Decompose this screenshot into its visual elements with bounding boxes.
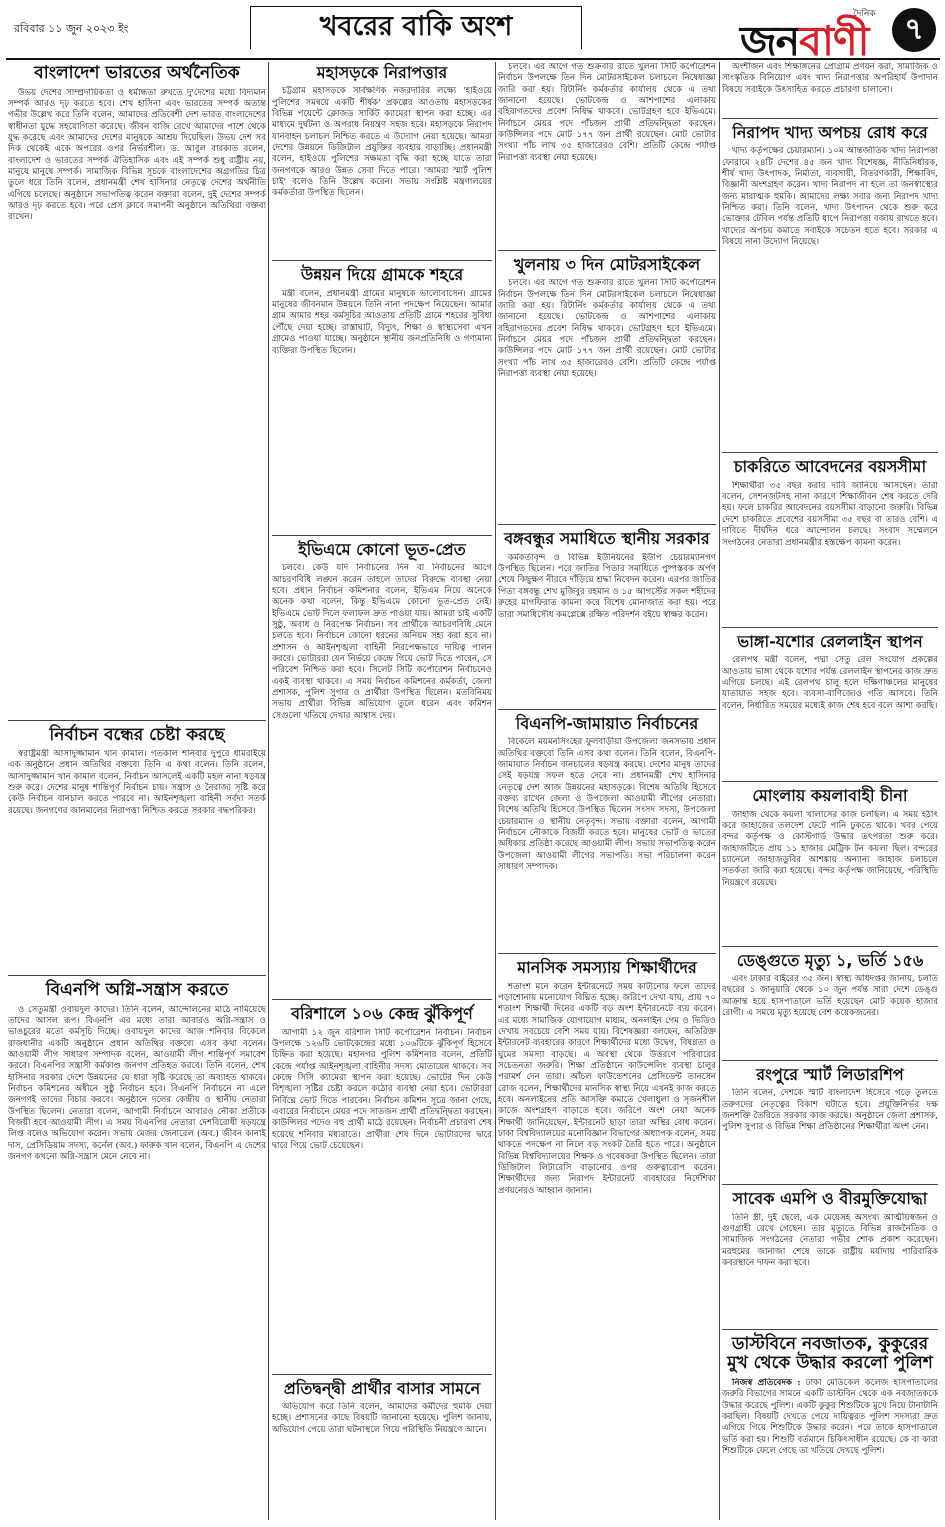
article-students-mental-health[interactable] [498, 959, 716, 1521]
article-headline[interactable]: প্রতিদ্বন্দ্বী প্রার্থীর বাসার সামনে [283, 1378, 481, 1398]
article-divider [722, 781, 938, 782]
article-khulna-motorcycle-cont [498, 62, 716, 244]
article-body: জাহাজ থেকে কয়লা খালাসের কাজ চলছিল। এ সময় হঠাৎ করে জাহাজের তলদেশ ফেটে পানি ঢুকতে থাকে। খবর পেয়ে বন্দর কর্তৃপক্ষ ও কোস্টগার্ড উদ্ধার তৎপরতা শুরু করে। জাহাজটিতে প্রায় ১১ হাজার মেট্রিক টন কয়লা ছিল। বন্দরের চ্যানেলে জাহাজডুবির আশঙ্কায় অন্যান্য জাহাজ চলাচলে সতর্কতা জারি করা হয়েছে। বন্দর কর্তৃপক্ষ জানিয়েছে, পরিস্থিতি নিয়ন্ত্রণে রয়েছে। [722, 809, 938, 888]
section-title: খবরের বাকি অংশ [250, 6, 582, 49]
article-divider [722, 1060, 938, 1061]
article-divider [722, 1184, 938, 1185]
column-4 [722, 62, 938, 1522]
article-headline[interactable]: বঙ্গবন্ধুর সমাধিতে স্থানীয় সরকার [504, 529, 710, 549]
article-headline[interactable]: ডাস্টবিনে নবজাতক, কুকুরের মুখ থেকে উদ্ধার করলো পুলিশ [727, 1333, 933, 1374]
article-body: কর্মকর্তাবৃন্দ ও বিভিন্ন ইউনিয়নের ইউপি চেয়ারম্যানগণ উপস্থিত ছিলেন। পরে জাতির পিতার সমাধিতে পুষ্পস্তবক অর্পণ শেষে কিছুক্ষণ নীরবে দাঁড়িয়ে শ্রদ্ধা নিবেদন করেন। এরপর জাতির পিতা বঙ্গবন্ধু শেখ মুজিবুর রহমান ও ১৫ আগস্টের সকল শহীদের রুহের মাগফিরাত কামনা করে বিশেষ মোনাজাত করা হয়। পরে তারা সমাধিসৌধ কমপ্লেক্সে রক্ষিত পরিদর্শন বইয়ে স্বাক্ষর করেন। [498, 552, 716, 620]
article-bangabandhu-local-govt[interactable] [498, 530, 716, 702]
article-election-obstruction[interactable] [8, 726, 266, 970]
article-highway-security[interactable] [272, 64, 492, 254]
article-body: মন্ত্রী বলেন, প্রধানমন্ত্রী গ্রামের মানুষকে ভালোবাসেন। গ্রামের মানুষের জীবনমান উন্নয়নে তিনি নানা পদক্ষেপ নিয়েছেন। আমার গ্রাম আমার শহর কর্মসূচির আওতায় প্রতিটি গ্রামে শহরের সুবিধা পৌঁছে দেয়া হচ্ছে। রাস্তাঘাট, বিদ্যুৎ, শিক্ষা ও স্বাস্থ্যসেবা এখন গ্রামেও পাওয়া যাচ্ছে। অনুষ্ঠানে স্থানীয় জনপ্রতিনিধি ও গণ্যমান্য ব্যক্তিরা উপস্থিত ছিলেন। [272, 288, 492, 356]
article-bnp-jamaat-election[interactable] [498, 715, 716, 947]
article-headline[interactable]: ইভিএমে কোনো ভূত-প্রেত [298, 539, 466, 559]
article-headline[interactable]: মোংলায় কয়লাবাহী চীনা [752, 786, 908, 806]
masthead-divider [6, 58, 940, 60]
article-divider [722, 946, 938, 947]
article-khulna-motorcycle[interactable] [498, 256, 716, 518]
article-body: চলবে। কেউ যদি নির্বাচনের দিন বা নির্বাচনের আগে আচরণবিধি লঙ্ঘন করেন তাহলে তাদের বিরুদ্ধে ব্যবস্থা নেয়া হবে। প্রধান নির্বাচন কমিশনার বলেন, ইভিএম নিয়ে অনেকে অনেক কথা বলেন, কিন্তু ইভিএমে কোনো ভূত-প্রেত নেই। ইভিএমে ভোট দিলে ফলাফল দ্রুত পাওয়া যায়। আমরা চাই একটি সুষ্ঠু, অবাধ ও নিরপেক্ষ নির্বাচন। সব প্রার্থীকে আচরণবিধি মেনে চলতে হবে। নির্বাচনে কোনো ধরনের অনিয়ম সহ্য করা হবে না। প্রশাসন ও আইনশৃঙ্খলা বাহিনী নিরপেক্ষভাবে দায়িত্ব পালন করবে। ভোটাররা যেন নির্ভয়ে কেন্দ্রে গিয়ে ভোট দিতে পারেন, সে পরিবেশ নিশ্চিত করা হবে। সিলেট সিটি কর্পোরেশন নির্বাচনেও একই ব্যবস্থা থাকবে। এ সময় নির্বাচন কমিশনের কর্মকর্তা, জেলা প্রশাসক, পুলিশ সুপার ও প্রার্থীরা উপস্থিত ছিলেন। মতবিনিময় সভায় প্রার্থীরা বিভিন্ন অভিযোগ তুলে ধরেন এবং কমিশন সেগুলো খতিয়ে দেখার আশ্বাস দেয়। [272, 563, 492, 721]
article-headline[interactable]: নির্বাচন বন্ধের চেষ্টা করছে [49, 724, 225, 745]
article-food-security-intro [722, 62, 938, 112]
article-headline[interactable]: উন্নয়ন দিয়ে গ্রামকে শহরে [300, 265, 464, 285]
article-bhanga-jashore-rail[interactable] [722, 633, 938, 775]
article-headline[interactable]: ডেঙ্গুতে মৃত্যু ১, ভর্তি ১৫৬ [736, 950, 924, 970]
article-body: রেলপথ মন্ত্রী বলেন, পদ্মা সেতু রেল সংযোগ প্রকল্পের আওতায় ভাঙ্গা থেকে যশোর পর্যন্ত রেললাইন স্থাপনের কাজ দ্রুত এগিয়ে চলছে। এই রেলপথ চালু হলে দক্ষিণাঞ্চলের মানুষের যাতায়াত সহজ হবে। ব্যবসা-বাণিজ্যেও গতি আসবে। তিনি বলেন, নির্ধারিত সময়ের মধ্যেই কাজ শেষ হবে বলে আশা করছি। [722, 655, 938, 711]
column-2 [272, 62, 492, 1522]
column-1 [8, 62, 266, 1522]
article-body: শতাংশ মনে করেন ইন্টারনেটে সময় কাটানোর ফলে তাদের পড়াশোনায় মনোযোগ বিঘ্নিত হচ্ছে। জরিপে দেখা যায়, প্রায় ৭০ শতাংশ শিক্ষার্থী দিনের একটি বড় অংশ ইন্টারনেটে ব্যয় করেন। এর মধ্যে সামাজিক যোগাযোগ মাধ্যম, অনলাইন গেম ও ভিডিও দেখায় সবচেয়ে বেশি সময় যায়। বিশেষজ্ঞরা বলছেন, অতিরিক্ত ইন্টারনেট ব্যবহারের কারণে শিক্ষার্থীদের মধ্যে উদ্বেগ, বিষণ্ণতা ও ঘুমের সমস্যা বাড়ছে। এ অবস্থা থেকে উত্তরণে পরিবারের সচেতনতা জরুরি। শিক্ষা প্রতিষ্ঠানে কাউন্সেলিং ব্যবস্থা চালুর পরামর্শ দেন তারা। আঁচল ফাউন্ডেশনের প্রেসিডেন্ট তানসেন রোজ বলেন, শিক্ষার্থীদের মানসিক স্বাস্থ্য নিয়ে এখনই কাজ করতে হবে। অনলাইনের প্রতি আসক্তি কমাতে খেলাধুলা ও সৃজনশীল কাজে অংশগ্রহণ বাড়াতে হবে। জরিপে অংশ নেয়া অনেক শিক্ষার্থী জানিয়েছেন, ইন্টারনেট ছাড়া তারা অস্থির বোধ করেন। ঢাকা বিশ্ববিদ্যালয়ের মনোবিজ্ঞান বিভাগের অধ্যাপক বলেন, সময় থাকতে পদক্ষেপ না নিলে বড় সংকট তৈরি হতে পারে। অনুষ্ঠানে বিভিন্ন বিশ্ববিদ্যালয়ের শিক্ষক ও গবেষকরা উপস্থিত ছিলেন। তারা ডিজিটাল লিটারেসি বাড়ানোর ওপর গুরুত্বারোপ করেন। শিক্ষার্থীদের জন্য নিরাপদ ইন্টারনেট ব্যবহারের নির্দেশিকা প্রণয়নেরও আহ্বান জানান। [498, 981, 716, 1196]
article-divider [498, 250, 716, 251]
article-divider [498, 953, 716, 954]
article-divider [8, 975, 266, 976]
newspaper-logo[interactable] [740, 4, 940, 65]
article-headline[interactable]: বাংলাদেশ ভারতের অর্থনৈতিক [34, 63, 240, 83]
article-divider [722, 118, 938, 119]
article-bnp-arson[interactable] [8, 981, 266, 1522]
article-body [722, 1378, 938, 1522]
article-headline[interactable]: নিরাপদ খাদ্য অপচয় রোধ করে [732, 123, 928, 142]
column-3 [498, 62, 716, 1522]
article-body: উভয় দেশের সাম্প্রদায়িকতা ও ধর্মান্ধতা রুখতে দু'দেশের মধ্যে বিদ্যমান সম্পর্ক আরও দৃঢ় করতে হবে। শেখ হাসিনা এবং ভারতের সম্পর্ক অত্যন্ত গভীর উল্লেখ করে তিনি বলেন, আমাদের প্রতিবেশী দেশ ভারত বাংলাদেশের স্বাধীনতা যুদ্ধে সহযোগিতা করেছে। জীবন বাজি রেখে আমাদের পাশে থেকে যুদ্ধ করেছে এবং আমাদের দেশের মানুষকে আশ্রয় দিয়েছিল। উভয় দেশ সব দিক থেকেই একে অপরের ওপর নির্ভরশীল। ড. আবুল বারকাত বলেন, বাংলাদেশ ও ভারতের সম্পর্ক ঐতিহাসিক এবং এই সম্পর্ক শুধু রাষ্ট্রীয় নয়, মানুষে মানুষে সম্পর্ক। সামাজিক বিভিন্ন সূচকে বাংলাদেশের অগ্রগতির চিত্র তুলে ধরে তিনি বলেন, প্রধানমন্ত্রী শেখ হাসিনার নেতৃত্বে দেশের অর্থনীতি এগিয়ে চলেছে। অনুষ্ঠানে সভাপতিত্ব করেন বক্তারা বলেন, দুই দেশের সম্পর্ক আরও দৃঢ় করতে হবে। পরে প্রেস ক্লাবে সমাপনী অনুষ্ঠানে অতিথিরা বক্তব্য রাখেন। [8, 87, 266, 223]
article-body: স্বরাষ্ট্রমন্ত্রী আসাদুজ্জামান খান কামাল। গতকাল শনিবার দুপুরে ধামরাইয়ে এক অনুষ্ঠানে প্রধান অতিথির বক্তব্যে তিনি এ কথা বলেন। তিনি বলেন, আসাদুজ্জামান খান কামাল বলেন, নির্বাচন আসলেই একটি মহল নানা ষড়যন্ত্র শুরু করে। দেশের মানুষ শান্তিপূর্ণ নির্বাচন চায়। সন্ত্রাস ও নৈরাজ্য সৃষ্টি করে কেউ নির্বাচন বানচাল করতে পারবে না। আইনশৃঙ্খলা বাহিনী সর্বদা সতর্ক রয়েছে। জনগণের জানমালের নিরাপত্তা নিশ্চিত করতে সরকার বদ্ধপরিকর। [8, 749, 266, 816]
article-headline[interactable]: সাবেক এমপি ও বীরমুক্তিযোদ্ধা [732, 1189, 928, 1209]
logo-part-2: বাণী [799, 17, 869, 65]
article-divider [498, 524, 716, 525]
article-divider [8, 720, 266, 721]
article-body: এবং ঢাকার বাইরের ৩৫ জন। স্বাস্থ্য অধিদপ্তর জানায়, চলতি বছরের ১ জানুয়ারি থেকে ১০ জুন পর্যন্ত সারা দেশে ডেঙ্গু আক্রান্ত হয়ে হাসপাতালে ভর্তি হয়েছেন মোট কয়েক হাজার রোগী। এ সময়ে মৃত্যু হয়েছে বেশ কয়েকজনের। [722, 973, 938, 1018]
article-barishal-centers[interactable] [272, 1005, 492, 1367]
article-divider [272, 1374, 492, 1375]
article-divider [498, 709, 716, 710]
article-body: তিনি স্ত্রী, দুই ছেলে, এক মেয়েসহ অসংখ্য আত্মীয়স্বজন ও গুণগ্রাহী রেখে গেছেন। তার মৃত্যুতে বিভিন্ন রাজনৈতিক ও সামাজিক সংগঠনের নেতারা গভীর শোক প্রকাশ করেছেন। মরহুমের জানাজা শেষে তাকে রাষ্ট্রীয় মর্যাদায় পারিবারিক কবরস্থানে দাফন করা হবে। [722, 1212, 938, 1269]
article-no-ghost-evm[interactable] [272, 541, 492, 993]
article-mongla-coal-ship[interactable] [722, 787, 938, 939]
article-dustbin-newborn[interactable] [722, 1335, 938, 1522]
article-divider [272, 999, 492, 1000]
logo-small-text: দৈনিক [853, 9, 876, 19]
article-rangpur-smart-leadership[interactable] [722, 1066, 938, 1178]
article-headline[interactable]: চাকরিতে আবেদনের বয়সসীমা [733, 457, 927, 477]
article-text: ঢাকা মেডিকেল কলেজ হাসপাতালের জরুরি বিভাগের সামনে একটি ডাস্টবিন থেকে এক নবজাতককে উদ্ধার করেছে পুলিশ। একটি কুকুর শিশুটিকে মুখে নিয়ে টানাটানি করছিল। বিষয়টি দেখতে পেয়ে দায়িত্বরত পুলিশ সদস্যরা দ্রুত এগিয়ে গিয়ে শিশুটিকে উদ্ধার করেন। পরে তাকে হাসপাতালে ভর্তি করা হয়। শিশুটি বর্তমানে চিকিৎসাধীন রয়েছে। কে বা কারা শিশুটিকে ফেলে গেছে তা খতিয়ে দেখছে পুলিশ। [722, 1377, 938, 1456]
article-headline[interactable]: বিএনপি অগ্নি-সন্ত্রাস করতে [45, 980, 229, 1001]
article-body: ও সেতুমন্ত্রী ওবায়দুল কাদের। তিনি বলেন, আন্দোলনের মাঠে নামিয়েছে তাদের আসল রূপ। বিএনপি এর মধ্যে তারা আবারও অগ্নি-সন্ত্রাস ও ভাঙচুরের মতো কর্মসূচি দিচ্ছে। ওবায়দুল কাদের আজ শনিবার বিকেলে রাজধানীর একটি অনুষ্ঠানে প্রধান অতিথির বক্তব্যে এসব কথা বলেন। আওয়ামী লীগ সাধারণ সম্পাদক বলেন, আওয়ামী লীগ শান্তিপূর্ণ সমাবেশ করবে। বিএনপির সন্ত্রাসী কর্মকাণ্ড জনগণ প্রতিহত করবে। তিনি বলেন, শেখ হাসিনার সরকার দেশে উন্নয়নের যে ধারা সৃষ্টি করেছে তা অব্যাহত থাকবে। নির্বাচন কমিশনের অধীনে সুষ্ঠু নির্বাচন হবে। বিএনপি নির্বাচনে না এলে জনগণই তাদের বিচার করবে। অনুষ্ঠানে দলের কেন্দ্রীয় ও স্থানীয় নেতারা উপস্থিত ছিলেন। নেতারা বলেন, আগামী নির্বাচনে আবারও নৌকা প্রতীকে বিজয়ী হবে আওয়ামী লীগ। এ সময় বিএনপির নেতারা দেশবিরোধী ষড়যন্ত্রে লিপ্ত বলেও অভিযোগ করেন। সভায় মেজর জেনারেল (অব.) জীবন কানাই দাস, প্রেসিডিয়াম সদস্য, কর্নেল (অব.) ফারুক খান বলেন, বিএনপি এ দেশের জনগণ কখনো অগ্নি-সন্ত্রাস মেনে নেবে না। [8, 1004, 266, 1163]
article-headline[interactable]: ভাঙ্গা-যশোর রেললাইন স্থাপন [737, 631, 923, 651]
article-divider [722, 1329, 938, 1330]
article-headline[interactable]: রংপুরে স্মার্ট লিডারশিপ [756, 1064, 904, 1084]
article-body: শিক্ষার্থীরা ৩৫ বছর করার দাবি জানিয়ে আসছেন। তারা বলেন, সেশনজটসহ নানা কারণে শিক্ষাজীবন শেষ করতে দেরি হয়। ফলে চাকরির আবেদনের বয়সসীমা বাড়ানো জরুরি। বিভিন্ন দেশে চাকরিতে প্রবেশের বয়সসীমা ৩৫ বছর বা তারও বেশি। এ দাবিতে দীর্ঘদিন ধরে আন্দোলন চলছে। সংবাদ সম্মেলনে সংগঠনের নেতারা প্রধানমন্ত্রীর হস্তক্ষেপ কামনা করেন। [722, 480, 938, 548]
article-lead: নিজস্ব প্রতিবেদক : [732, 1377, 801, 1388]
column-divider [719, 62, 720, 1520]
article-safe-food-waste[interactable] [722, 124, 938, 446]
column-divider [268, 62, 269, 1520]
article-dengue[interactable] [722, 952, 938, 1054]
article-headline[interactable]: মানসিক সমস্যায় শিক্ষার্থীদের [517, 958, 697, 978]
article-headline[interactable]: মহাসড়কে নিরাপত্তার [316, 63, 448, 82]
article-divider [272, 535, 492, 536]
logo-part-1: জন [740, 17, 800, 65]
article-bangladesh-india-economy[interactable] [8, 64, 266, 714]
article-body: খাদ্য কর্তৃপক্ষের চেয়ারম্যান। ১০ম আন্তর্জাতিক খাদ্য নিরাপত্তা ফোরামে ২৪টি দেশের ৪৫ জন খাদ্য বিশেষজ্ঞ, নীতিনির্ধারক, শীর্ষ খাদ্য উৎপাদক, নির্মাতা, ব্যবসায়ী, বিতরণকারী, শিক্ষাবিদ, বিজ্ঞানী অংশগ্রহণ করেন। খাদ্য নিরাপদ না হলে তা জনস্বাস্থ্যের জন্য মারাত্মক হুমকি। আমাদের লক্ষ্য সবার জন্য নিরাপদ খাদ্য নিশ্চিত করা। তিনি বলেন, খাদ্য উৎপাদন থেকে শুরু করে ভোক্তার টেবিল পর্যন্ত প্রতিটি ধাপে নিরাপত্তা বজায় রাখতে হবে। খাদ্যের অপচয় কমাতে সবাইকে সচেতন হতে হবে। সরকার এ বিষয়ে নানা উদ্যোগ নিয়েছে। [722, 146, 938, 248]
article-body: তিনি বলেন, দেশকে স্মার্ট বাংলাদেশ হিসেবে গড়ে তুলতে তরুণদের নেতৃত্বের বিকাশ ঘটাতে হবে। প্রযুক্তিনির্ভর দক্ষ জনশক্তি তৈরিতে সরকার কাজ করছে। অনুষ্ঠানে জেলা প্রশাসক, পুলিশ সুপার ও বিভিন্ন শিক্ষা প্রতিষ্ঠানের শিক্ষার্থীরা অংশ নেন। [722, 1088, 938, 1133]
article-body: আগামী ১২ জুন বরিশাল সিটি কর্পোরেশন নির্বাচন। নির্বাচন উপলক্ষে ১২৬টি ভোটকেন্দ্রের মধ্যে ১০৬টিকে ঝুঁকিপূর্ণ হিসেবে চিহ্নিত করা হয়েছে। মহানগর পুলিশ কমিশনার বলেন, প্রতিটি কেন্দ্রে পর্যাপ্ত আইনশৃঙ্খলা বাহিনীর সদস্য মোতায়েন থাকবে। সব কেন্দ্রে সিসি ক্যামেরা স্থাপন করা হয়েছে। ভোটের দিন কেউ বিশৃঙ্খলা সৃষ্টির চেষ্টা করলে কঠোর ব্যবস্থা নেয়া হবে। ভোটাররা নির্বিঘ্নে ভোট দিতে পারবেন। নির্বাচন কমিশন সূত্রে জানা গেছে, এবারের নির্বাচনে মেয়র পদে সাতজন প্রার্থী প্রতিদ্বন্দ্বিতা করছেন। কাউন্সিলর পদেও বহু প্রার্থী মাঠে রয়েছেন। নির্বাচনী প্রচারণা শেষ হয়েছে শনিবার মধ্যরাতে। প্রার্থীরা শেষ দিনে ভোটারদের দ্বারে দ্বারে গিয়ে ভোট চেয়েছেন। [272, 1027, 492, 1151]
article-headline[interactable]: খুলনায় ৩ দিন মোটরসাইকেল [513, 255, 701, 274]
article-divider [272, 260, 492, 261]
article-village-to-city[interactable] [272, 266, 492, 528]
issue-date: রবিবার ১১ জুন ২০২৩ ইং [14, 22, 129, 35]
article-body: চলবে। এর আগে গত শুক্রবার রাতে খুলনা সিটি কর্পোরেশন নির্বাচন উপলক্ষে তিন দিন মোটরসাইকেল চলাচলে নিষেধাজ্ঞা জারি করা হয়। রিটার্নিং কর্মকর্তার কার্যালয় থেকে এ তথ্য জানানো হয়েছে। ভোটকেন্দ্র ও আশপাশের এলাকায় বহিরাগতদের প্রবেশ নিষিদ্ধ থাকবে। ভোটগ্রহণ হবে ইভিএমে। নির্বাচনে মেয়র পদে পাঁচজন প্রার্থী প্রতিদ্বন্দ্বিতা করছেন। কাউন্সিলর পদে মোট ১৭৭ জন প্রার্থী রয়েছেন। মোট ভোটার সংখ্যা পাঁচ লাখ ৩৫ হাজারেরও বেশি। প্রতিটি কেন্দ্রে পর্যাপ্ত নিরাপত্তা ব্যবস্থা নেয়া হয়েছে। [498, 62, 716, 163]
article-candidate-house[interactable] [272, 1380, 492, 1482]
article-headline[interactable]: বিএনপি-জামায়াত নির্বাচনের [515, 713, 699, 733]
article-divider [722, 452, 938, 453]
article-body: চট্টগ্রাম মহাসড়কে সার্বক্ষণিক নজরদারির লক্ষ্যে 'হাইওয়ে পুলিশের সমন্বয়ে একটি শীর্ষক' প্রকল্পের আওতায় মহাসড়কের বিভিন্ন পয়েন্টে ক্লোজড সার্কিট ক্যামেরা স্থাপন করা হচ্ছে। এর মাধ্যমে দুর্ঘটনা ও অপরাধ নিয়ন্ত্রণ সহজ হবে। মহাসড়কে নিরাপদ যানবাহন চলাচল নিশ্চিত করতে এ উদ্যোগ নেয়া হয়েছে। আমরা দেশের উন্নয়নে ডিজিটাল প্রযুক্তির ব্যবহার বাড়াচ্ছি। প্রধানমন্ত্রী বলেন, হাইওয়ে পুলিশের সক্ষমতা বৃদ্ধি করা হচ্ছে যাতে তারা জনগণকে আরও উন্নত সেবা দিতে পারে। 'আমরা স্মার্ট পুলিশ চাই' বলেও তিনি উল্লেখ করেন। সভায় সংশ্লিষ্ট মন্ত্রণালয়ের কর্মকর্তারা উপস্থিত ছিলেন। [272, 86, 492, 199]
article-former-mp[interactable] [722, 1190, 938, 1322]
article-body: চলবে। এর আগে গত শুক্রবার রাতে খুলনা সিটি কর্পোরেশন নির্বাচন উপলক্ষে তিন দিন মোটরসাইকেল চলাচলে নিষেধাজ্ঞা জারি করা হয়। রিটার্নিং কর্মকর্তার কার্যালয় থেকে এ তথ্য জানানো হয়েছে। ভোটকেন্দ্র ও আশপাশের এলাকায় বহিরাগতদের প্রবেশ নিষিদ্ধ থাকবে। ভোটগ্রহণ হবে ইভিএমে। নির্বাচনে মেয়র পদে পাঁচজন প্রার্থী প্রতিদ্বন্দ্বিতা করছেন। কাউন্সিলর পদে মোট ১৭৭ জন প্রার্থী রয়েছেন। মোট ভোটার সংখ্যা পাঁচ লাখ ৩৫ হাজারেরও বেশি। প্রতিটি কেন্দ্রে পর্যাপ্ত নিরাপত্তা ব্যবস্থা নেয়া হয়েছে। [498, 278, 716, 380]
masthead [0, 0, 945, 65]
article-body: অভিযোগ করে তিনি বলেন, আমাদের কর্মীদের হুমকি দেয়া হচ্ছে। প্রশাসনের কাছে বিষয়টি জানানো হয়েছে। পুলিশ জানায়, অভিযোগ পেয়ে তারা ঘটনাস্থলে গিয়ে পরিস্থিতি নিয়ন্ত্রণে আনে। [272, 1401, 492, 1435]
page-number-badge: ৭ [892, 8, 936, 52]
article-headline[interactable]: বরিশালে ১০৬ কেন্দ্র ঝুঁকিপূর্ণ [291, 1004, 473, 1024]
article-job-age-limit[interactable] [722, 458, 938, 620]
article-body: বিকেলে ময়মনসিংহের ফুলবাড়ীয়া উপজেলা জনসভায় প্রধান অতিথির বক্তব্যে তিনি এসব কথা বলেন। তিনি বলেন, বিএনপি-জামায়াত নির্বাচন বানচালের ষড়যন্ত্র করছে। দেশের মানুষ তাদের সেই ষড়যন্ত্র সফল হতে দেবে না। প্রধানমন্ত্রী শেখ হাসিনার নেতৃত্বে দেশ আজ উন্নয়নের মহাসড়কে। বিশেষ অতিথি হিসেবে বক্তব্য রাখেন জেলা ও উপজেলা আওয়ামী লীগের নেতারা। বিশেষ অতিথি হিসেবে উপস্থিত ছিলেন সংসদ সদস্য, উপজেলা চেয়ারম্যান ও স্থানীয় নেতৃবৃন্দ। সভায় বক্তারা বলেন, আগামী নির্বাচনে নৌকাকে বিজয়ী করতে হবে। মানুষের ভোট ও ভাতের অধিকার প্রতিষ্ঠা করেছে আওয়ামী লীগ। সভায় সভাপতিত্ব করেন উপজেলা আওয়ামী লীগের সভাপতি। সভা পরিচালনা করেন সাধারণ সম্পাদক। [498, 737, 716, 872]
article-divider [722, 627, 938, 628]
article-body: অংশীজন এবং শিক্ষাঙ্গনের প্রোগ্রাম প্রণয়ন করা, সামাজিক ও সাংস্কৃতিক বিনিয়োগ এবং খাদ্য নিরাপত্তার অপরিহার্য উপাদান বিষয়ে সবাইকে উৎসাহিত করতে প্রচারণা চালানো। [722, 62, 938, 95]
column-divider [495, 62, 496, 1520]
